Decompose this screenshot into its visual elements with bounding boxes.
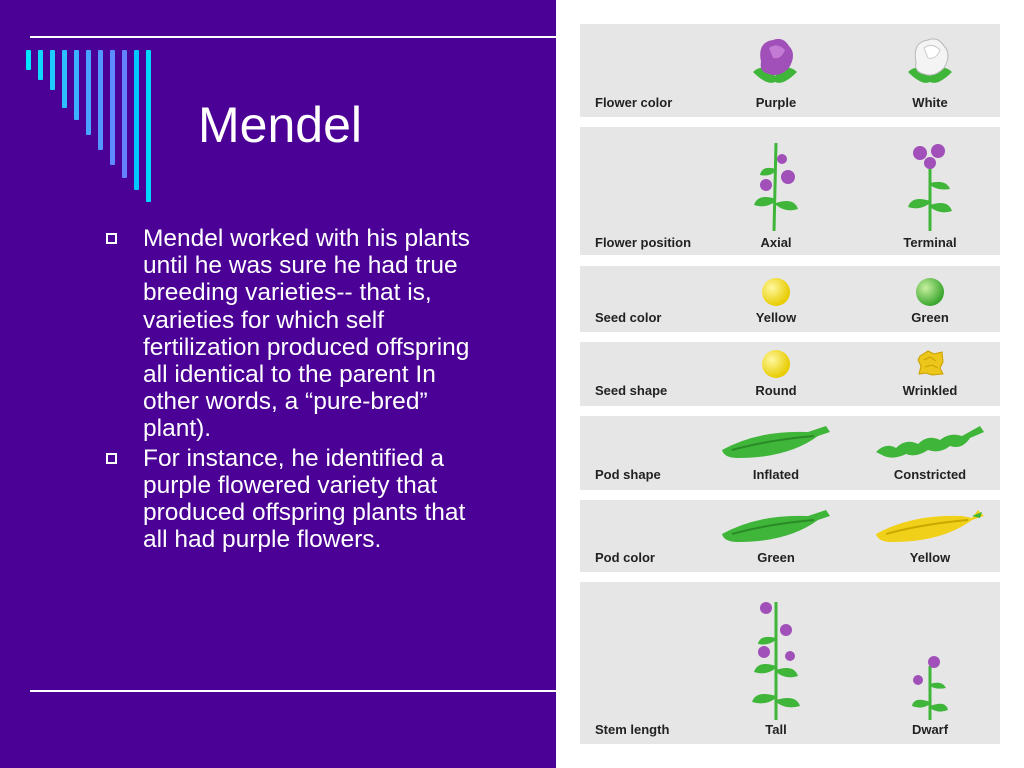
tall-plant-icon [744,596,808,720]
trait-label: Pod color [595,550,655,565]
decor-bar [86,50,91,135]
traits-figure [556,0,1024,768]
recessive-label: Wrinkled [902,383,958,398]
trait-row-flower-color [580,24,1000,117]
recessive-label: White [912,95,948,110]
dwarf-plant-icon [908,652,952,720]
trait-label: Flower color [595,95,673,110]
decor-bar [62,50,67,108]
trait-row-seed-color [580,266,1000,332]
trait-label: Stem length [595,722,670,737]
dominant-label: Inflated [752,467,800,482]
recessive-label: Green [911,310,949,325]
trait-row-pod-shape [580,416,1000,490]
dominant-label: Yellow [755,310,797,325]
bullet-item [104,225,484,443]
green-pod-icon [718,504,834,544]
decor-bar [122,50,127,178]
green-seed-icon [914,276,946,308]
bullet-list [104,225,484,555]
constricted-pod-icon [872,420,988,460]
decor-bar [38,50,43,80]
recessive-label: Constricted [893,467,967,482]
slide-title: Mendel [198,97,362,153]
decor-bar [26,50,31,70]
bullet-text: Mendel worked with his plants until he was sure he had true breeding varieties-- that is, varieties for which self fertilization produced offspring all identical to the parent In other words, a “pure-bred” plant). [143,225,470,443]
decorative-bars [26,50,171,210]
decor-bar [98,50,103,150]
recessive-label: Dwarf [911,722,949,737]
wrinkled-seed-icon [916,348,946,378]
trait-label: Pod shape [595,467,661,482]
dominant-label: Green [757,550,795,565]
decor-bar [134,50,139,190]
decor-bar [110,50,115,165]
purple-flower-icon [743,32,807,88]
recessive-label: Yellow [909,550,951,565]
round-seed-icon [760,348,792,380]
square-bullet-icon [106,233,117,244]
bullet-item [104,445,484,554]
dominant-label: Tall [765,722,787,737]
yellow-seed-icon [760,276,792,308]
yellow-pod-icon [872,504,988,544]
trait-row-seed-shape [580,342,1000,406]
decor-bar [50,50,55,90]
trait-row-pod-color [580,500,1000,572]
square-bullet-icon [106,453,117,464]
axial-flower-plant-icon [748,139,804,231]
terminal-flower-plant-icon [902,139,958,231]
bullet-text: For instance, he identified a purple flowered variety that produced offspring plants that all had purple flowers. [143,444,466,554]
white-flower-icon [898,32,962,88]
trait-row-flower-position [580,127,1000,255]
dominant-label: Round [755,383,797,398]
dominant-label: Purple [755,95,797,110]
trait-label: Flower position [595,235,692,250]
decor-bar [74,50,79,120]
recessive-label: Terminal [903,235,957,250]
bottom-rule [30,690,558,692]
top-rule [30,36,558,38]
inflated-pod-icon [718,420,834,460]
dominant-label: Axial [760,235,792,250]
trait-label: Seed color [595,310,662,325]
decor-bar [146,50,151,202]
trait-row-stem-length [580,582,1000,744]
trait-label: Seed shape [595,383,668,398]
